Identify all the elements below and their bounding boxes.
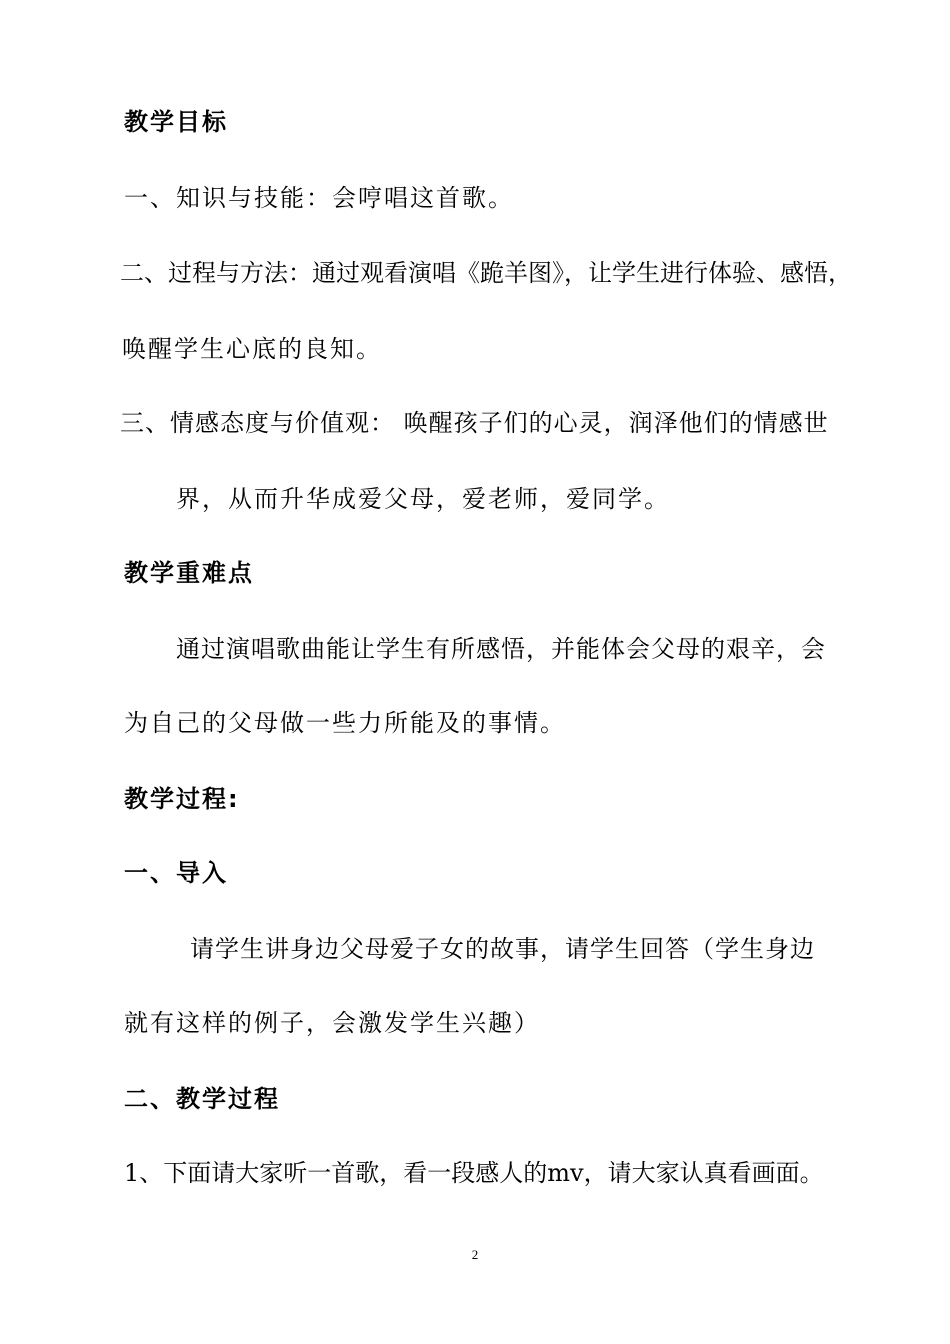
- objective-knowledge-skills: 一、知识与技能：会哼唱这首歌。: [124, 184, 514, 212]
- key-points-line2: 为自己的父母做一些力所能及的事情。: [124, 709, 566, 737]
- objective-process-methods-line2: 唤醒学生心底的良知。: [122, 335, 382, 363]
- heading-teaching-process: 二、教学过程: [124, 1085, 280, 1113]
- key-points-line1: 通过演唱歌曲能让学生有所感悟，并能体会父母的艰辛，会: [176, 635, 826, 663]
- objective-process-methods-line1: 二、过程与方法：通过观看演唱《跪羊图》，让学生进行体验、感悟，: [120, 259, 852, 287]
- objective-emotion-values-line2: 界，从而升华成爱父母，爱老师，爱同学。: [176, 485, 670, 513]
- step-1: 1、下面请大家听一首歌，看一段感人的mv，请大家认真看画面。: [124, 1159, 824, 1187]
- objective-emotion-values-line1: 三、情感态度与价值观： 唤醒孩子们的心灵，润泽他们的情感世: [120, 409, 829, 437]
- intro-line1: 请学生讲身边父母爱子女的故事，请学生回答（学生身边: [190, 935, 815, 963]
- intro-line2: 就有这样的例子，会激发学生兴趣）: [124, 1009, 540, 1037]
- page-number: 2: [471, 1247, 479, 1262]
- heading-process: 教学过程:: [124, 785, 240, 813]
- heading-key-points: 教学重难点: [124, 559, 254, 587]
- heading-intro: 一、导入: [124, 859, 228, 887]
- heading-objectives: 教学目标: [124, 108, 228, 136]
